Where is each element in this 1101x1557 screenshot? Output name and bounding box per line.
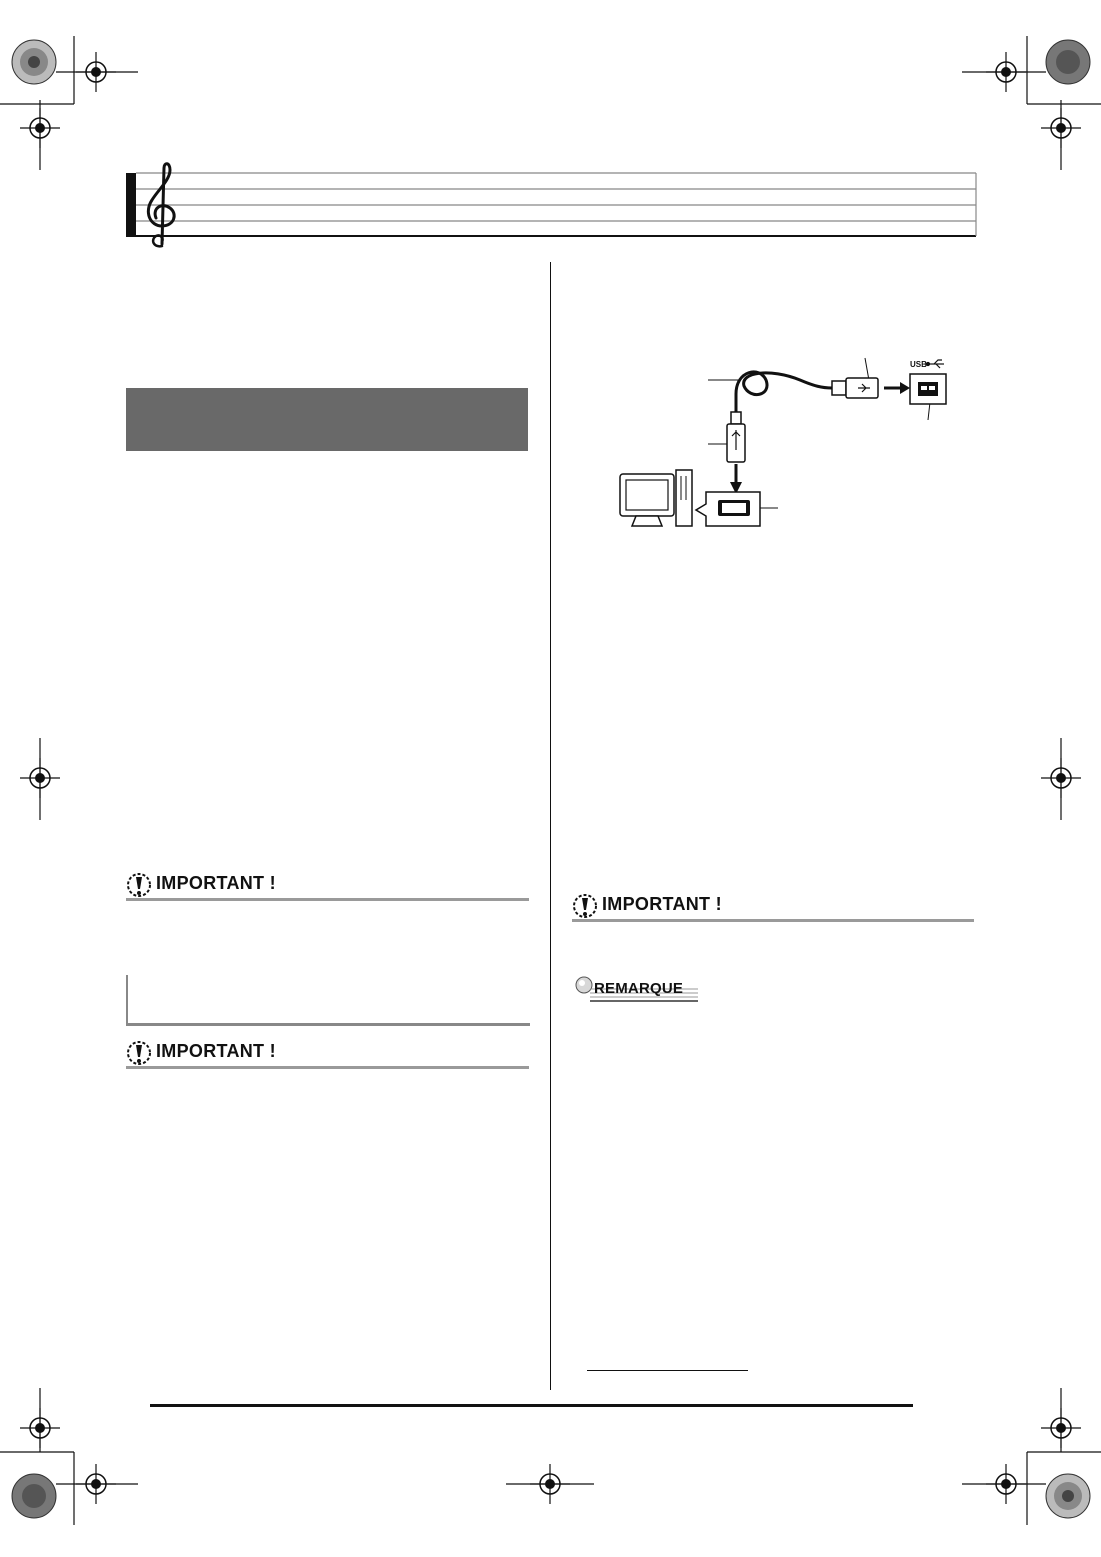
important-label: IMPORTANT !	[602, 894, 722, 914]
usb-cable	[736, 372, 832, 412]
starburst-top-left	[12, 40, 56, 84]
computer-icon	[620, 470, 692, 526]
important-warning-icon	[572, 892, 600, 920]
footnote-separator	[587, 1370, 748, 1371]
starburst-bottom-right	[1046, 1474, 1090, 1518]
remarque-note	[572, 975, 702, 1003]
important-label: IMPORTANT !	[156, 873, 276, 893]
important-warning-icon	[126, 871, 154, 899]
starburst-bottom-left	[12, 1474, 56, 1518]
computer-usb-port	[696, 492, 760, 526]
page-bottom-rule	[150, 1404, 913, 1407]
important-label: IMPORTANT !	[156, 1041, 276, 1061]
remarque-label: REMARQUE	[594, 980, 684, 997]
subsection-heading-box	[126, 975, 530, 1026]
usb-a-plug	[727, 412, 745, 462]
keyboard-usb-port	[910, 374, 946, 404]
staff-bar	[126, 173, 136, 237]
important-notice-2	[126, 1039, 529, 1069]
usb-connection-diagram	[600, 350, 970, 540]
starburst-top-right	[1046, 40, 1090, 84]
usb-port-label: USB	[910, 360, 927, 369]
important-warning-icon	[126, 1039, 154, 1067]
staff-header	[124, 160, 979, 252]
usb-b-plug	[832, 378, 878, 398]
usb-symbol-icon	[927, 360, 945, 368]
important-notice-3	[572, 892, 974, 922]
column-divider	[550, 262, 551, 1390]
section-heading-bar	[126, 388, 528, 451]
important-notice-1	[126, 871, 529, 901]
